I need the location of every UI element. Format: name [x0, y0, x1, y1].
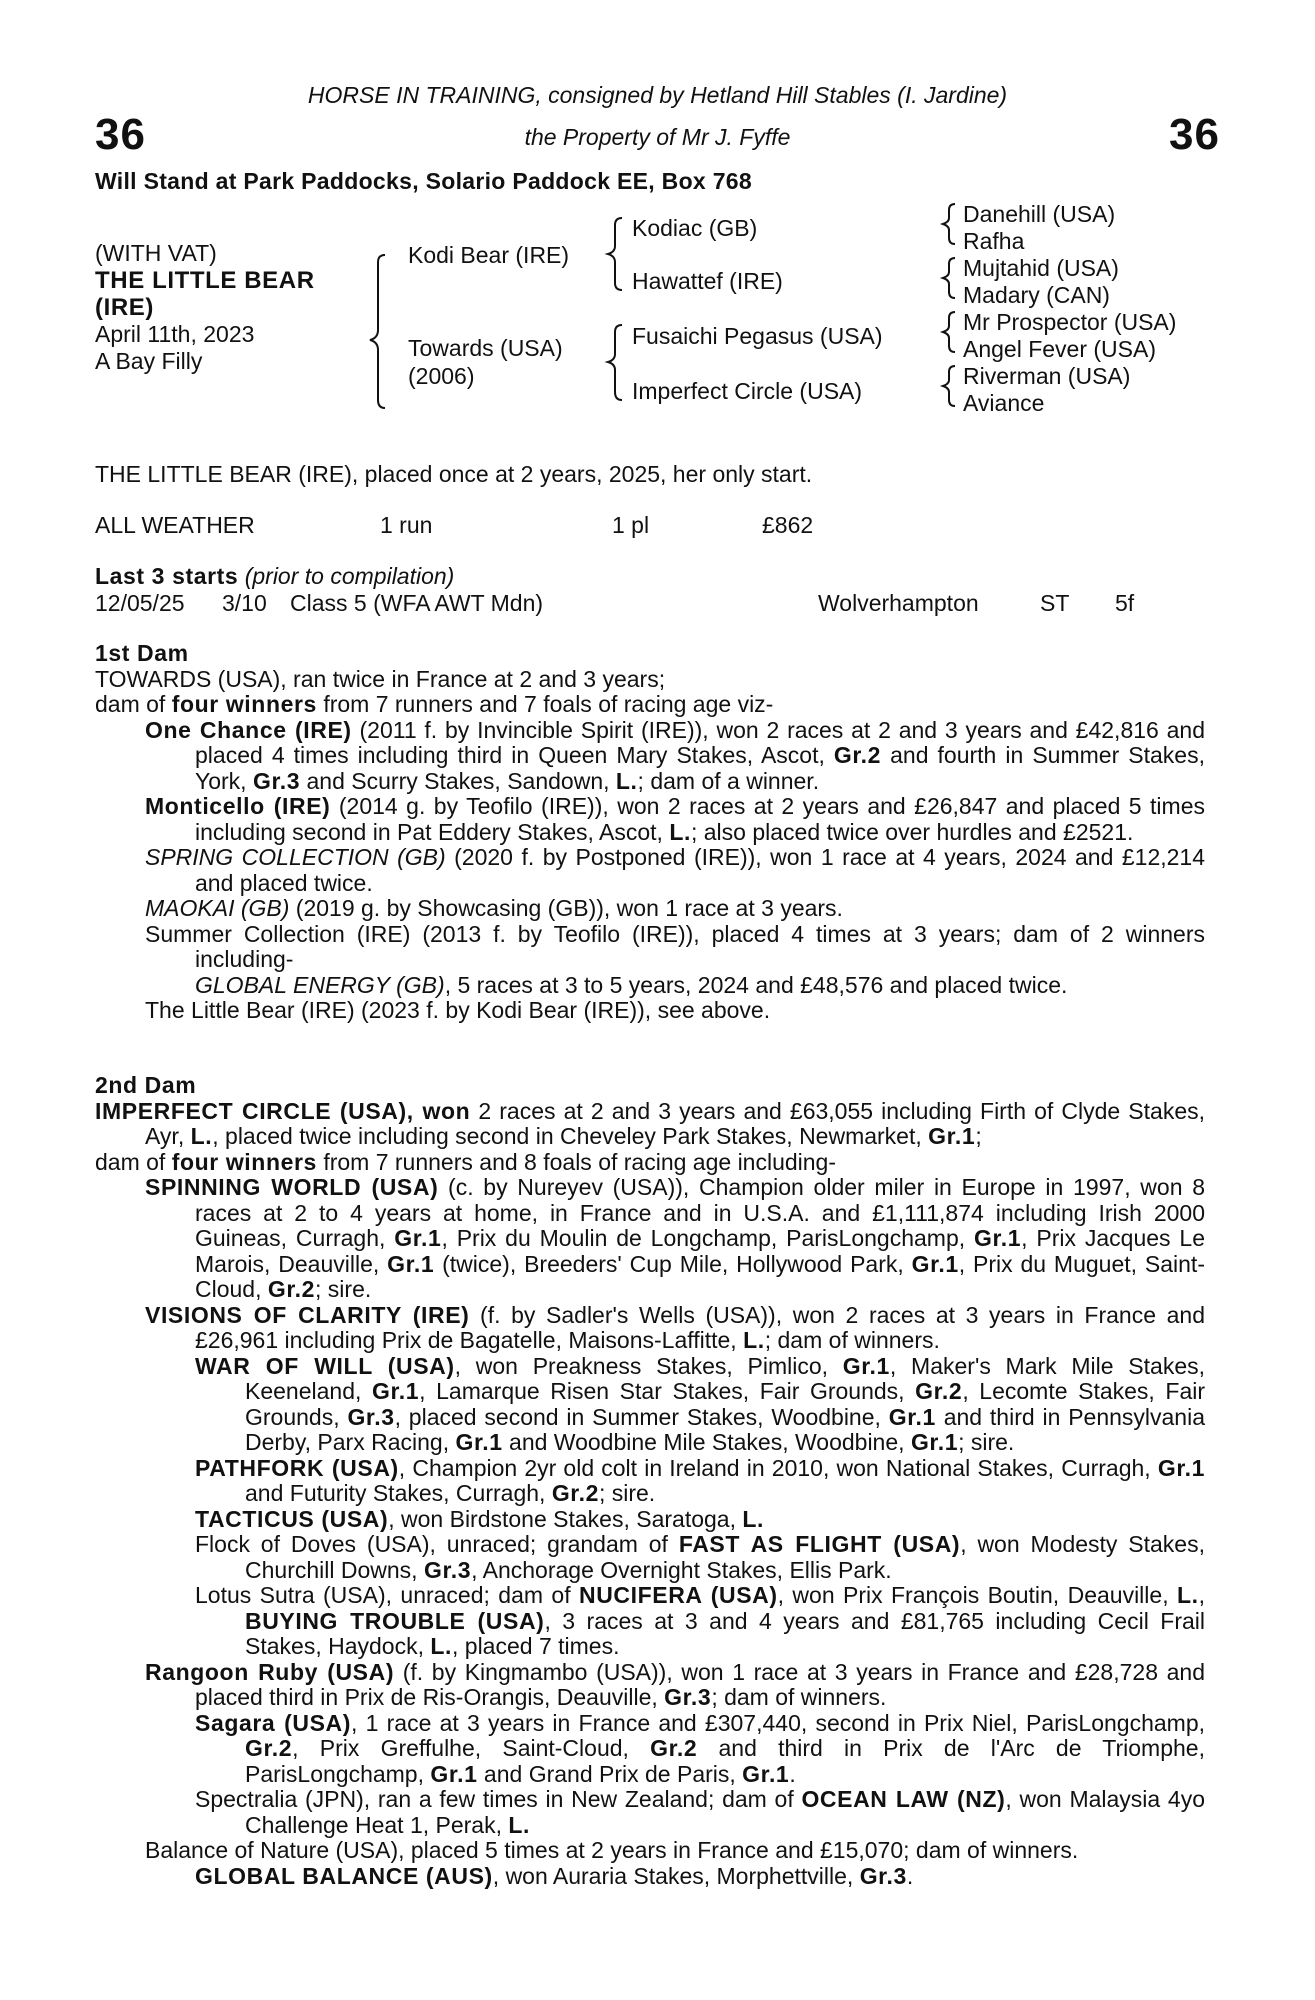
horse-description: A Bay Filly — [95, 348, 203, 374]
pedigree-dsd: Angel Fever (USA) — [963, 336, 1157, 362]
second-dam-produce: dam of four winners from 7 runners and 8 foals of racing age including- — [95, 1148, 837, 1175]
pedigree-dds: Riverman (USA) — [963, 363, 1131, 389]
produce-monticello: Monticello (IRE) (2014 g. by Teofilo (IRE)), won 2 races at 2 years and £26,847 and placed 5 times including second in Pat Eddery Stakes, Ascot, L.; also placed twice over hurdles and £2521. — [145, 793, 1205, 845]
produce-summer-collection: Summer Collection (IRE) (2013 f. by Teofilo (IRE)), placed 4 times at 3 years; dam of 2 winners including- — [145, 920, 1205, 972]
produce-sagara: Sagara (USA), 1 race at 3 years in France and £307,440, second in Prix Niel, ParisLongchamp, Gr.2, Prix Greffulhe, Saint-Cloud, Gr.2 and third in Prix de l'Arc de Triomphe, ParisLongchamp, Gr.1 and Grand Prix de Paris, Gr.1. — [195, 1709, 1205, 1787]
produce-rangoon-ruby: Rangoon Ruby (USA) (f. by Kingmambo (USA)), won 1 race at 3 years in France and £28,728 and placed third in Prix de Ris-Orangis, Deauville, Gr.3; dam of winners. — [145, 1658, 1205, 1710]
start-position: 3/10 — [222, 590, 267, 616]
produce-global-energy: GLOBAL ENERGY (GB), 5 races at 3 to 5 years, 2024 and £48,576 and placed twice. — [195, 971, 1068, 998]
produce-spectralia: Spectralia (JPN), ran a few times in New Zealand; dam of OCEAN LAW (NZ), won Malaysia 4yo Challenge Heat 1, Perak, L. — [195, 1786, 1205, 1838]
first-dam-intro: TOWARDS (USA), ran twice in France at 2 and 3 years; — [95, 665, 666, 692]
pedigree-dss: Mr Prospector (USA) — [963, 309, 1177, 335]
second-dam-intro: IMPERFECT CIRCLE (USA), won 2 races at 2 and 3 years and £63,055 including Firth of Clyde Stakes, Ayr, L., placed twice including second in Cheveley Park Stakes, Newmarket, Gr.1; — [95, 1097, 1206, 1149]
race-summary: THE LITTLE BEAR (IRE), placed once at 2 years, 2025, her only start. — [95, 461, 813, 487]
dam-dam: Imperfect Circle (USA) — [632, 378, 863, 404]
lot-number-right: 36 — [1169, 110, 1220, 159]
horse-country: (IRE) — [95, 294, 154, 321]
stand-location: Will Stand at Park Paddocks, Solario Paddock EE, Box 768 — [95, 168, 752, 194]
produce-pathfork: PATHFORK (USA), Champion 2yr old colt in Ireland in 2010, won National Stakes, Curragh, Gr.1 and Futurity Stakes, Curragh, Gr.2; sire. — [195, 1454, 1206, 1506]
pedigree-ssd: Rafha — [963, 228, 1025, 254]
start-date: 12/05/25 — [95, 590, 185, 616]
start-distance: 5f — [1115, 590, 1135, 616]
last-starts-heading — [95, 564, 1205, 590]
produce-global-balance: GLOBAL BALANCE (AUS), won Auraria Stakes, Morphettville, Gr.3. — [195, 1862, 914, 1889]
second-dam-title: 2nd Dam — [95, 1072, 197, 1098]
first-dam-produce: dam of four winners from 7 runners and 7 foals of racing age viz- — [95, 691, 774, 717]
record-surface: ALL WEATHER — [95, 512, 255, 538]
produce-one-chance: One Chance (IRE) (2011 f. by Invincible Spirit (IRE)), won 2 races at 2 and 3 years and £42,816 and placed 4 times including third in Queen Mary Stakes, Ascot, Gr.2 and fourth in Summer Stakes, York, Gr.3 and Scurry Stakes, Sandown, L.; dam of a winner. — [145, 716, 1205, 794]
last-starts-note: (prior to compilation) — [244, 563, 455, 589]
produce-tacticus: TACTICUS (USA), won Birdstone Stakes, Saratoga, L. — [195, 1505, 765, 1532]
produce-balance-of-nature: Balance of Nature (USA), placed 5 times at 2 years in France and £15,070; dam of winners. — [145, 1837, 1079, 1863]
produce-war-of-will: WAR OF WILL (USA), won Preakness Stakes, Pimlico, Gr.1, Maker's Mark Mile Stakes, Keeneland, Gr.1, Lamarque Risen Star Stakes, Fair Grounds, Gr.2, Lecomte Stakes, Fair Grounds, Gr.3, placed second in Summer Stakes, Woodbine, Gr.1 and third in Pennsylvania Derby, Parx Racing, Gr.1 and Woodbine Mile Stakes, Woodbine, Gr.1; sire. — [195, 1352, 1206, 1455]
horse-name: THE LITTLE BEAR — [95, 267, 315, 294]
property-line: the Property of Mr J. Fyffe — [524, 124, 791, 150]
produce-little-bear: The Little Bear (IRE) (2023 f. by Kodi Bear (IRE)), see above. — [145, 997, 771, 1023]
record-runs: 1 run — [380, 512, 433, 538]
record-placed: 1 pl — [612, 512, 650, 538]
pedigree-sdd: Madary (CAN) — [963, 282, 1110, 308]
vat-note: (WITH VAT) — [95, 240, 217, 266]
consignor-line: HORSE IN TRAINING, consigned by Hetland Hill Stables (I. Jardine) — [307, 82, 1008, 108]
first-dam-section — [95, 641, 1205, 1024]
dam-sire: Fusaichi Pegasus (USA) — [632, 323, 883, 349]
second-dam-section — [95, 1073, 1205, 1889]
last-starts-row — [0, 590, 1315, 616]
pedigree-ddd: Aviance — [963, 390, 1045, 416]
dam-year: (2006) — [408, 363, 475, 389]
pedigree-sds: Mujtahid (USA) — [963, 255, 1119, 281]
sire: Kodi Bear (IRE) — [408, 242, 570, 268]
pedigree-sss: Danehill (USA) — [963, 201, 1116, 227]
lot-number-left: 36 — [95, 110, 146, 159]
sire-dam: Hawattef (IRE) — [632, 268, 783, 294]
first-dam-title: 1st Dam — [95, 640, 189, 666]
last-starts-title: Last 3 starts — [95, 563, 239, 589]
start-going: ST — [1040, 590, 1070, 616]
produce-visions-of-clarity: VISIONS OF CLARITY (IRE) (f. by Sadler's Wells (USA)), won 2 races at 3 years in France and £26,961 including Prix de Bagatelle, Maisons-Laffitte, L.; dam of winners. — [145, 1301, 1205, 1353]
dam: Towards (USA) — [408, 335, 563, 361]
produce-spinning-world: SPINNING WORLD (USA) (c. by Nureyev (USA)), Champion older miler in Europe in 1997, won 8 races at 2 to 4 years at home, in France and in U.S.A. and £1,111,874 including Irish 2000 Guineas, Curragh, Gr.1, Prix du Moulin de Longchamp, ParisLongchamp, Gr.1, Prix Jacques Le Marois, Deauville, Gr.1 (twice), Breeders' Cup Mile, Hollywood Park, Gr.1, Prix du Muguet, Saint-Cloud, Gr.2; sire. — [145, 1174, 1206, 1302]
produce-flock-of-doves: Flock of Doves (USA), unraced; grandam of FAST AS FLIGHT (USA), won Modesty Stakes, Churchill Downs, Gr.3, Anchorage Overnight Stakes, Ellis Park. — [195, 1531, 1205, 1583]
produce-maokai: MAOKAI (GB) (2019 g. by Showcasing (GB)), won 1 race at 3 years. — [145, 895, 843, 921]
start-course: Wolverhampton — [818, 590, 979, 616]
produce-spring-collection: SPRING COLLECTION (GB) (2020 f. by Postponed (IRE)), won 1 race at 4 years, 2024 and £12,214 and placed twice. — [145, 844, 1206, 896]
sire-sire: Kodiac (GB) — [632, 215, 758, 241]
produce-lotus-sutra: Lotus Sutra (USA), unraced; dam of NUCIFERA (USA), won Prix François Boutin, Deauville, L., BUYING TROUBLE (USA), 3 races at 3 and 4 years and £81,765 including Cecil Frail Stakes, Haydock, L., placed 7 times. — [195, 1582, 1206, 1659]
horse-dob: April 11th, 2023 — [95, 321, 255, 347]
start-race: Class 5 (WFA AWT Mdn) — [290, 590, 544, 616]
record-earnings: £862 — [762, 512, 814, 538]
